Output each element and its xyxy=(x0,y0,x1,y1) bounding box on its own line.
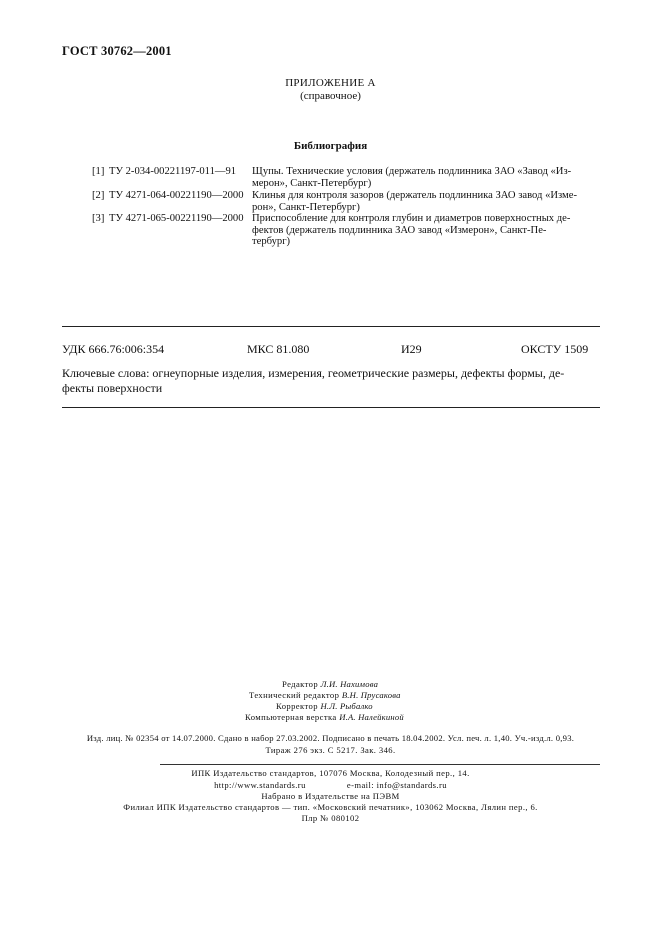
divider-imprint xyxy=(160,764,600,765)
mks-code: МКС 81.080 xyxy=(247,342,310,356)
bibliography-line: фектов (держатель подлинника ЗАО завод «Измерон», Санкт-Пе- xyxy=(252,224,547,236)
credit-person: В.Н. Прусакова xyxy=(341,690,401,700)
bibliography-number: [1] xyxy=(92,166,105,177)
credit-corrector xyxy=(276,701,373,711)
bibliography-text xyxy=(252,190,602,213)
keywords-line: фекты поверхности xyxy=(62,381,163,395)
bibliography-title: Библиография xyxy=(293,140,368,152)
credit-label: Компьютерная верстка xyxy=(245,712,337,722)
publisher-line-4: Филиал ИПК Издательство стандартов — тип. «Московский печатник», 103062 Москва, Лялин пер., 6. xyxy=(123,802,538,812)
divider-top xyxy=(62,326,600,327)
keywords-line: Ключевые слова: огнеупорные изделия, измерения, геометрические размеры, дефекты формы, де- xyxy=(62,366,565,380)
bibliography-line: Приспособление для контроля глубин и диаметров поверхностных де- xyxy=(252,213,571,224)
bibliography-line: тербург) xyxy=(252,236,291,247)
bibliography-line: рон», Санкт-Петербург) xyxy=(252,201,360,213)
bibliography-code: ТУ 4271-064-00221190—2000 xyxy=(109,190,244,201)
divider-bottom xyxy=(62,407,600,408)
imprint-line-1: Изд. лиц. № 02354 от 14.07.2000. Сдано в набор 27.03.2002. Подписано в печать 18.04.2002. Усл. печ. л. 1,40. Уч.-изд.л. 0,93. xyxy=(86,733,575,743)
keywords xyxy=(62,366,600,396)
credit-label: Корректор xyxy=(276,701,318,711)
credit-label: Редактор xyxy=(282,679,319,689)
publisher-line-5: Плр № 080102 xyxy=(301,813,360,823)
credit-editor xyxy=(282,679,378,689)
publisher-contacts xyxy=(0,780,661,790)
bibliography-line: Клинья для контроля зазоров (держатель подлинника ЗАО завод «Измe- xyxy=(252,190,577,201)
udk-code: УДК 666.76:006:354 xyxy=(62,342,165,356)
publisher-email[interactable]: e-mail: info@standards.ru xyxy=(346,780,447,790)
credit-tech-editor xyxy=(249,690,401,700)
credit-person: Н.Л. Рыбалко xyxy=(320,701,373,711)
publisher-line-3: Набрано в Издательстве на ПЭВМ xyxy=(261,791,400,801)
credit-person: Л.И. Нахимова xyxy=(320,679,379,689)
publisher-url[interactable]: http://www.standards.ru xyxy=(214,780,306,790)
bibliography-text xyxy=(252,166,602,189)
publisher-line-1: ИПК Издательство стандартов, 107076 Москва, Колодезный пер., 14. xyxy=(191,768,470,778)
bibliography-code: ТУ 4271-065-00221190—2000 xyxy=(109,213,244,224)
credit-layout xyxy=(245,712,404,722)
i-code: И29 xyxy=(401,342,422,356)
appendix-title: ПРИЛОЖЕНИЕ А xyxy=(285,77,376,89)
bibliography-line: мерон», Санкт-Петербург) xyxy=(252,177,372,189)
credit-label: Технический редактор xyxy=(249,690,340,700)
credit-person: И.А. Налейкиной xyxy=(339,712,404,722)
imprint-line-2: Тираж 276 экз. С 5217. Зак. 346. xyxy=(265,745,396,755)
appendix-subtitle: (справочное) xyxy=(300,90,361,102)
okstu-code: ОКСТУ 1509 xyxy=(521,342,589,356)
bibliography-line: Щупы. Технические условия (держатель подлинника ЗАО «Завод «Из- xyxy=(252,166,572,177)
bibliography-number: [3] xyxy=(92,213,105,224)
bibliography-text xyxy=(252,213,602,248)
bibliography-number: [2] xyxy=(92,190,105,201)
document-id: ГОСТ 30762—2001 xyxy=(62,44,172,58)
bibliography-code: ТУ 2-034-00221197-011—91 xyxy=(109,166,237,177)
